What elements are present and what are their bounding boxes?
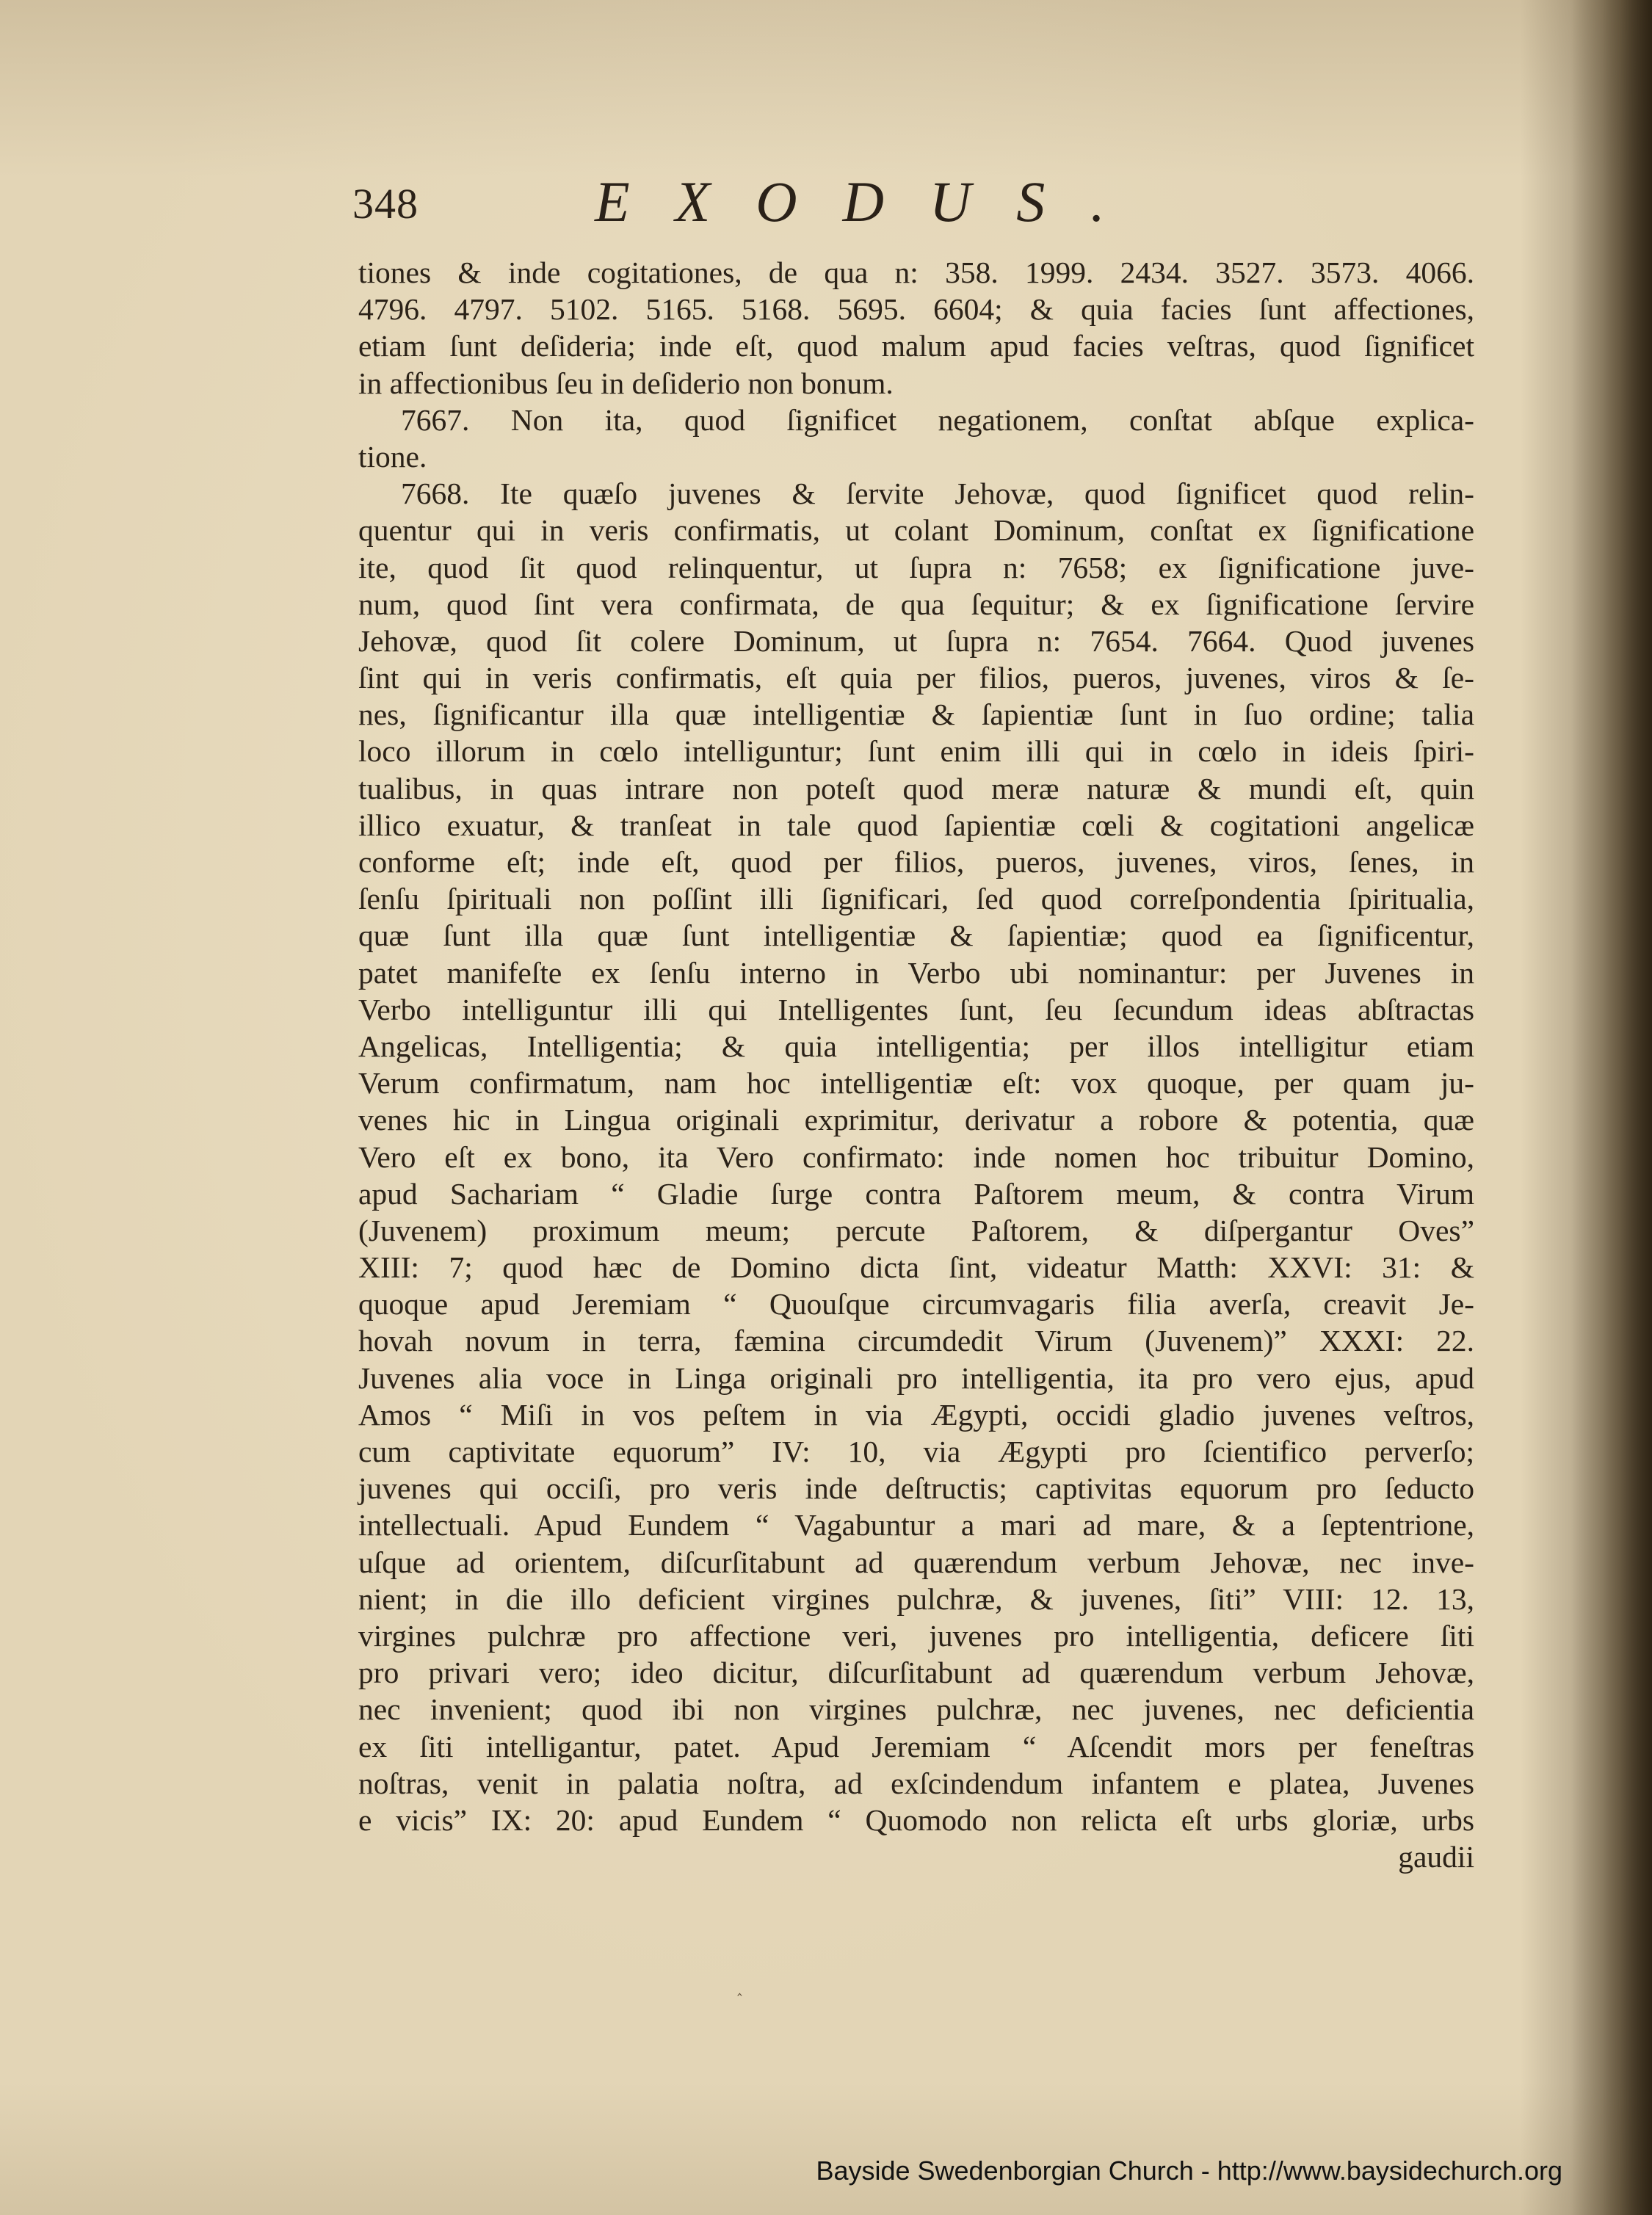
body-text [358, 254, 1474, 1875]
text-line: apud Sachariam “ Gladie ſurge contra Paſtorem meum, & contra Virum [358, 1176, 1474, 1211]
text-line: quoque apud Jeremiam “ Quouſque circumvagaris filia averſa, creavit Je- [358, 1287, 1474, 1322]
text-line: venes hic in Lingua originali exprimitur, derivatur a robore & potentia, quæ [358, 1103, 1474, 1137]
text-line: cum captivitate equorum” IV: 10, via Ægypti pro ſcientifico perverſo; [358, 1435, 1474, 1468]
text-line: tualibus, in quas intrare non poteſt quod meræ naturæ & mundi eſt, quin [358, 771, 1474, 805]
text-line: Angelicas, Intelligentia; & quia intelligentia; per illos intelligitur etiam [358, 1029, 1474, 1063]
text-line: Verbo intelliguntur illi qui Intelligentes ſunt, ſeu ſecundum ideas abſtractas [358, 992, 1474, 1026]
catchword: gaudii [1398, 1840, 1474, 1874]
paragraph-7668-line: 7668. Ite quæſo juvenes & ſervite Jehovæ, quod ſignificet quod relin- [401, 476, 1474, 511]
text-line: hovah novum in terra, fæmina circumdedit Virum (Juvenem)” XXXI: 22. [358, 1324, 1474, 1358]
text-line: Verum confirmatum, nam hoc intelligentiæ eſt: vox quoque, per quam ju- [358, 1066, 1474, 1101]
text-line: illico exuatur, & tranſeat in tale quod ſapientiæ cœli & cogitationi angelicæ [358, 808, 1474, 842]
text-line: loco illorum in cœlo intelliguntur; ſunt enim illi qui in cœlo in ideis ſpiri- [358, 734, 1474, 769]
signature-mark: ‸ [737, 1980, 742, 1996]
page-header [352, 169, 1483, 235]
text-line: ite, quod ſit quod relinquentur, ut ſupra n: 7658; ex ſignificatione juve- [358, 550, 1474, 584]
text-line: nes, ſignificantur illa quæ intelligentiæ & ſapientiæ ſunt in ſuo ordine; talia [358, 697, 1474, 732]
text-line: e vicis” IX: 20: apud Eundem “ Quomodo non relicta eſt urbs gloriæ, urbs [358, 1802, 1474, 1837]
page-number: 348 [352, 180, 419, 228]
text-line: (Juvenem) proximum meum; percute Paſtorem, & diſpergantur Oves” [358, 1213, 1474, 1247]
text-line: uſque ad orientem, diſcurſitabunt ad quærendum verbum Jehovæ, nec inve- [358, 1545, 1474, 1579]
text-line: intellectuali. Apud Eundem “ Vagabuntur a mari ad mare, & a ſeptentrione, [358, 1508, 1474, 1542]
text-line: noſtras, venit in palatia noſtra, ad exſcindendum infantem e platea, Juvenes [358, 1766, 1474, 1800]
watermark-credit: Bayside Swedenborgian Church - http://www.baysidechurch.org [816, 2156, 1562, 2186]
paragraph-7667-line: 7667. Non ita, quod ſignificet negationem, conſtat abſque explica- [401, 402, 1474, 437]
text-line: Juvenes alia voce in Linga originali pro intelligentia, ita pro vero ejus, apud [358, 1360, 1474, 1395]
text-line: virgines pulchræ pro affectione veri, juvenes pro intelligentia, deficere ſiti [358, 1618, 1474, 1653]
text-line: in affectionibus ſeu in deſiderio non bonum. [358, 366, 894, 400]
text-line: patet manifeſte ex ſenſu interno in Verbo ubi nominantur: per Juvenes in [358, 955, 1474, 990]
text-line: juvenes qui occiſi, pro veris inde deſtructis; captivitas equorum pro ſeducto [358, 1471, 1474, 1506]
text-line: conforme eſt; inde eſt, quod per filios, pueros, juvenes, viros, ſenes, in [358, 845, 1474, 879]
text-line: nec invenient; quod ibi non virgines pulchræ, nec juvenes, nec deficientia [358, 1692, 1474, 1727]
text-line: Vero eſt ex bono, ita Vero confirmato: inde nomen hoc tribuitur Domino, [358, 1139, 1474, 1174]
running-title: EXODUS. [595, 170, 1151, 233]
text-line: num, quod ſint vera confirmata, de qua ſequitur; & ex ſignificatione ſervire [358, 587, 1474, 621]
text-line: tiones & inde cogitationes, de qua n: 358. 1999. 2434. 3527. 3573. 4066. [358, 255, 1474, 289]
text-line: XIII: 7; quod hæc de Domino dicta ſint, videatur Matth: XXVI: 31: & [358, 1250, 1474, 1285]
text-line: quentur qui in veris confirmatis, ut colant Dominum, conſtat ex ſignificatione [358, 513, 1474, 548]
text-line: 4796. 4797. 5102. 5165. 5168. 5695. 6604; & quia facies ſunt affectiones, [358, 292, 1474, 327]
page-edge-shadow [1571, 0, 1652, 2215]
text-line: ſint qui in veris confirmatis, eſt quia per filios, pueros, juvenes, viros & ſe- [358, 661, 1474, 695]
text-line: Jehovæ, quod ſit colere Dominum, ut ſupra n: 7654. 7664. Quod juvenes [358, 623, 1474, 658]
text-line: Amos “ Miſi in vos peſtem in via Ægypti, occidi gladio juvenes veſtros, [358, 1397, 1474, 1432]
text-line: etiam ſunt deſideria; inde eſt, quod malum apud facies veſtras, quod ſignificet [358, 329, 1474, 363]
text-line: ſenſu ſpirituali non poſſint illi ſignificari, ſed quod correſpondentia ſpiritualia, [358, 882, 1474, 916]
text-line: pro privari vero; ideo dicitur, diſcurſitabunt ad quærendum verbum Jehovæ, [358, 1656, 1474, 1690]
text-line: nient; in die illo deficient virgines pulchræ, & juvenes, ſiti” VIII: 12. 13, [358, 1581, 1474, 1616]
text-line: quæ ſunt illa quæ ſunt intelligentiæ & ſapientiæ; quod ea ſignificentur, [358, 918, 1474, 953]
text-line: ex ſiti intelligantur, patet. Apud Jeremiam “ Aſcendit mors per feneſtras [358, 1729, 1474, 1763]
text-line: tione. [358, 439, 427, 474]
